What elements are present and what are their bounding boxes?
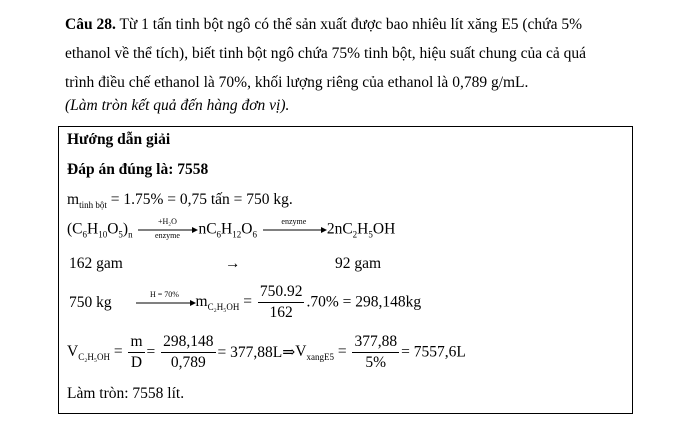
reaction-arrow-1: +H₂O enzyme [136, 219, 198, 241]
rounding-note: (Làm tròn kết quả đến hàng đơn vị). [65, 97, 290, 114]
fraction-mass-over-density: $\frac{298,148}{0,789}$ [163, 333, 214, 371]
solution-box [58, 126, 633, 414]
question-line-1: Từ 1 tấn tinh bột ngô có thể sản xuất được bao nhiêu lít xăng E5 (chứa 5% [119, 16, 582, 33]
rounding-line: Làm tròn: 7558 lít. [67, 385, 185, 402]
fraction-m-over-d: $\frac{m}{D}$ [130, 333, 143, 371]
calc-fraction: $\frac{750.92}{162}$ [259, 283, 303, 321]
volume-line: $V_{C_2H_5OH}$ = $\frac{m}{D}$ = $\frac{298,148}{0,789}$ = $377,88L\Rightarrow V_{xangE5}$ = $\frac{377,88}{5\%}$ = 7557,6L [67, 333, 466, 371]
fraction-volume-over-percent: $\frac{377,88}{5\%}$ [354, 333, 398, 371]
mass-line: $m_{tinh bột} = 1.75\% = 0,75$ tấn = 750 kg. [67, 191, 293, 210]
question-number: Câu 28. [65, 16, 116, 33]
question-line-3: trình điều chế ethanol là 70%, khối lượng riêng của ethanol là 0,789 g/mL. [65, 74, 529, 91]
question-line-2: ethanol về thể tích), biết tinh bột ngô chứa 75% tinh bột, hiệu suất chung của cả quá [65, 45, 587, 62]
calc-line: 750 kg H = 70% $m_{C_2H_5OH}$ = $\frac{750.92}{162}$ .70% = 298,148kg [69, 283, 422, 321]
question [65, 10, 650, 97]
solution-heading: Hướng dẫn giải [67, 131, 171, 148]
reaction-arrow-2: enzyme [261, 219, 327, 241]
yield-arrow: H = 70% [134, 292, 196, 314]
ratio-line: 162 gam → 92 gam [69, 255, 382, 272]
answer-line: Đáp án đúng là: 7558 [67, 161, 209, 178]
reaction-line: $(C_6H_{10}O_5)_n$ +H₂O enzyme $nC_6H_{12}O_6$ enzyme $2nC_2H_5OH$ [67, 217, 396, 240]
